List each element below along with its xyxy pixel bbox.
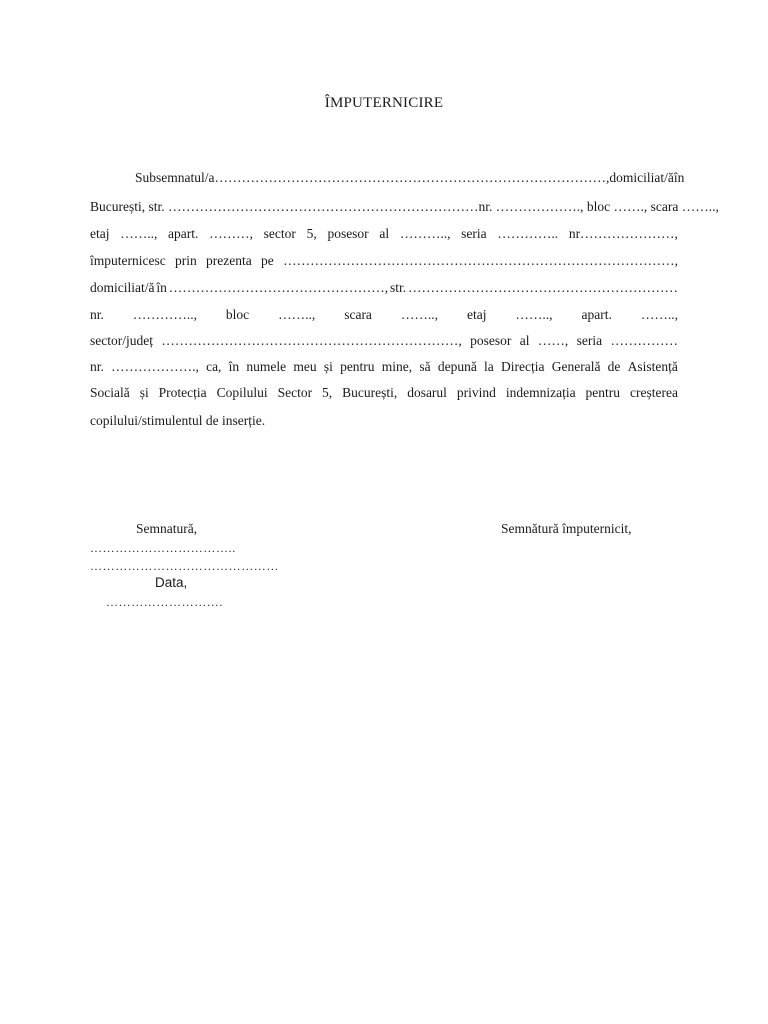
word: 5, [306,226,317,241]
word: posesor [327,226,369,241]
word: ca, [206,359,222,374]
word: str. [389,280,407,295]
word: 5, [322,385,333,400]
word: împuternicesc [90,253,166,268]
word: ………….. [497,226,559,241]
word: să [419,359,431,374]
paragraph-line-5 [90,278,678,298]
word: …………………………………………………… [407,280,678,295]
word: al [379,226,390,241]
word: la [484,359,494,374]
word: sector [263,226,296,241]
document-title: ÎMPUTERNICIRE [324,95,444,111]
word: meu [293,359,317,374]
word: ………………., [111,359,199,374]
word: ……….., [399,226,451,241]
word: domiciliat/ă [609,170,674,185]
proxy-signature-label: Semnătură împuternicit, [501,521,632,536]
word: apart. [168,226,199,241]
paragraph-line-4 [90,251,678,271]
signature-dots-line-2: ……………………………………… [90,559,279,573]
word: posesor [470,333,512,348]
word: seria [461,226,487,241]
word: apart. [581,307,612,322]
word: în [156,280,167,295]
word: …….., [640,307,678,322]
word: domiciliat/ă [90,280,155,295]
word: în [673,170,685,185]
word: indemnizația [505,385,576,400]
paragraph-line-7 [90,331,678,351]
word: …….., [278,307,316,322]
word: Generală [551,359,601,374]
word: scara [344,307,372,322]
word: pentru [585,385,621,400]
paragraph-line-10-text: copilului/stimulentul de inserție. [90,413,266,428]
word: pe [261,253,274,268]
paragraph-line-6 [90,305,678,325]
word: …….., [515,307,553,322]
word: etaj [466,307,487,322]
word: Subsemnatul/a [135,170,215,185]
paragraph-line-3 [90,224,678,244]
paragraph-line-2 [90,197,719,217]
word: seria [576,333,603,348]
word: ……………………………………………………………………………, [283,253,678,268]
word: ………….., [132,307,197,322]
word: nr. [90,359,104,374]
date-dots-line: ………………………. [106,595,223,609]
paragraph-line-2-text: București, str. ……………………………………………………………nr. ………………., bloc ……., scara …….., [90,199,719,214]
word: și [139,385,149,400]
word: prezenta [206,253,252,268]
word: nr…………………, [568,226,678,241]
word: privind [456,385,496,400]
word: dosarul [407,385,447,400]
word: etaj [90,226,110,241]
date-label: Data, [155,575,188,590]
word: al [519,333,530,348]
paragraph-line-8 [90,357,678,377]
word: depună [437,359,477,374]
word: nr. [90,307,104,322]
word: sector/județ [90,333,153,348]
word: bloc [225,307,250,322]
word: …………… [610,333,678,348]
word: ……………………………………………………………………………, [214,170,610,185]
word: mine, [381,359,413,374]
word: Sector [277,385,313,400]
word: Socială [90,385,130,400]
word: Direcția [501,359,545,374]
word: în [228,359,240,374]
signature-dots-line-1: …………………………….. [90,541,236,555]
word: Asistență [627,359,678,374]
word: ………, [209,226,253,241]
word: creșterea [629,385,678,400]
paragraph-line-9 [90,383,678,403]
word: …….., [120,226,158,241]
word: ……, [537,333,569,348]
word: de [607,359,621,374]
word: Copilului [216,385,268,400]
word: …………………………………………, [168,280,389,295]
paragraph-line-10 [90,411,678,431]
paragraph-line-1 [135,168,685,188]
word: Protecția [158,385,207,400]
word: prin [175,253,197,268]
word: …….., [400,307,439,322]
signature-label: Semnatură, [136,521,198,536]
word: și [323,359,333,374]
word: numele [246,359,287,374]
word: București, [342,385,398,400]
word: …………………………………………………………, [161,333,462,348]
word: pentru [340,359,375,374]
